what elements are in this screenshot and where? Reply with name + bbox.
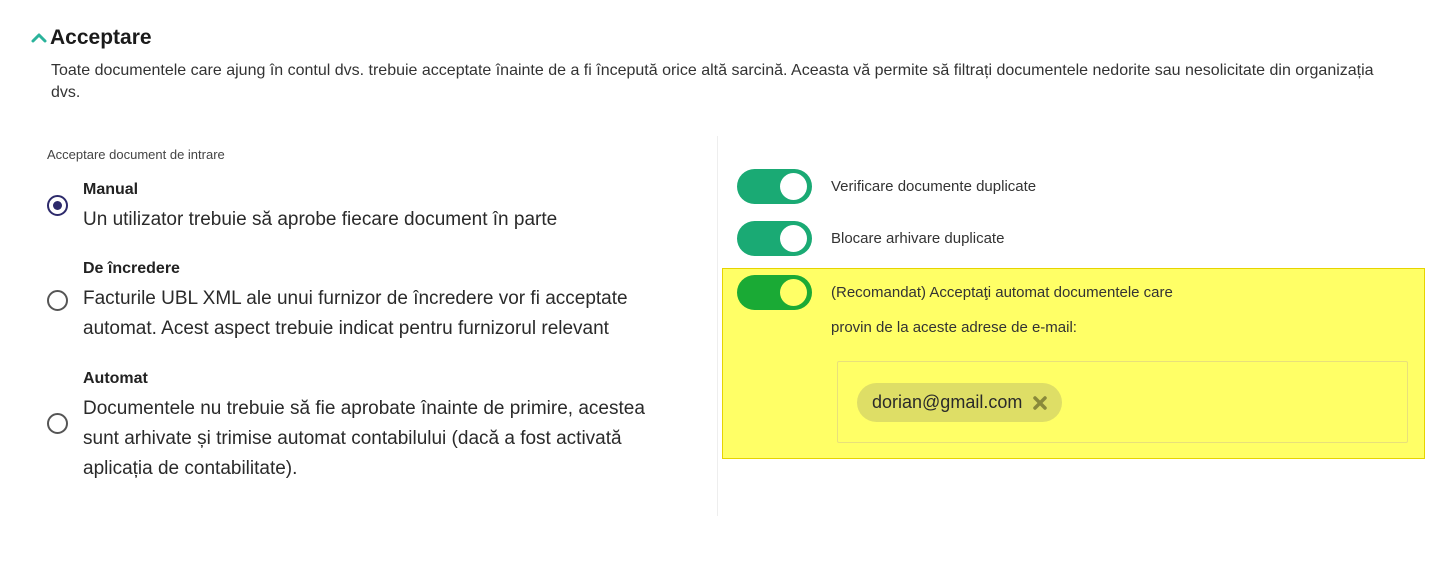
radio-automatic[interactable] [47, 413, 68, 434]
option-title: De încredere [83, 260, 180, 277]
duplicates-check-label: Verificare documente duplicate [831, 178, 1037, 195]
option-title: Manual [83, 181, 139, 198]
auto-accept-panel [722, 268, 1425, 459]
radio-trusted[interactable] [47, 290, 68, 311]
auto-accept-sublabel: provin de la aceste adrese de e-mail: [831, 319, 1077, 336]
auto-accept-toggle[interactable] [737, 275, 812, 310]
option-description: Facturile UBL XML ale unui furnizor de încredere vor fi acceptate automat. Acest aspect trebuie indicat pentru furnizorul relevant [83, 288, 628, 339]
option-description: Un utilizator trebuie să aprobe fiecare document în parte [83, 209, 558, 230]
section-title: Acceptare [50, 26, 152, 49]
option-title: Automat [83, 370, 148, 387]
duplicates-block-row [737, 221, 1004, 256]
email-chip [857, 383, 1062, 422]
section-description: Toate documentele care ajung în contul dvs. trebuie acceptate înainte de a fi începută orice altă sarcină. Aceasta vă permite să filtrați documentele nedorite sau nesolicitate din organizația dvs. [51, 62, 1374, 101]
email-chip-text: dorian@gmail.com [872, 392, 1023, 412]
duplicates-block-toggle[interactable] [737, 221, 812, 256]
duplicates-block-label: Blocare arhivare duplicate [831, 230, 1005, 247]
auto-accept-label: (Recomandat) Acceptaţi automat documentele care [831, 284, 1173, 301]
chevron-up-icon[interactable] [30, 29, 48, 47]
option-description: Documentele nu trebuie să fie aprobate înainte de primire, acestea sunt arhivate și trimise automat contabilului (dacă a fost activată aplicația de contabilitate). [83, 398, 645, 479]
close-icon[interactable] [1032, 395, 1048, 411]
section-header[interactable] [30, 26, 152, 50]
duplicates-check-row [737, 169, 1036, 204]
incoming-acceptance-label: Acceptare document de intrare [47, 147, 225, 162]
duplicates-check-toggle[interactable] [737, 169, 812, 204]
radio-manual[interactable] [47, 195, 68, 216]
incoming-acceptance-panel [0, 136, 718, 516]
email-tags-input[interactable] [837, 361, 1408, 443]
